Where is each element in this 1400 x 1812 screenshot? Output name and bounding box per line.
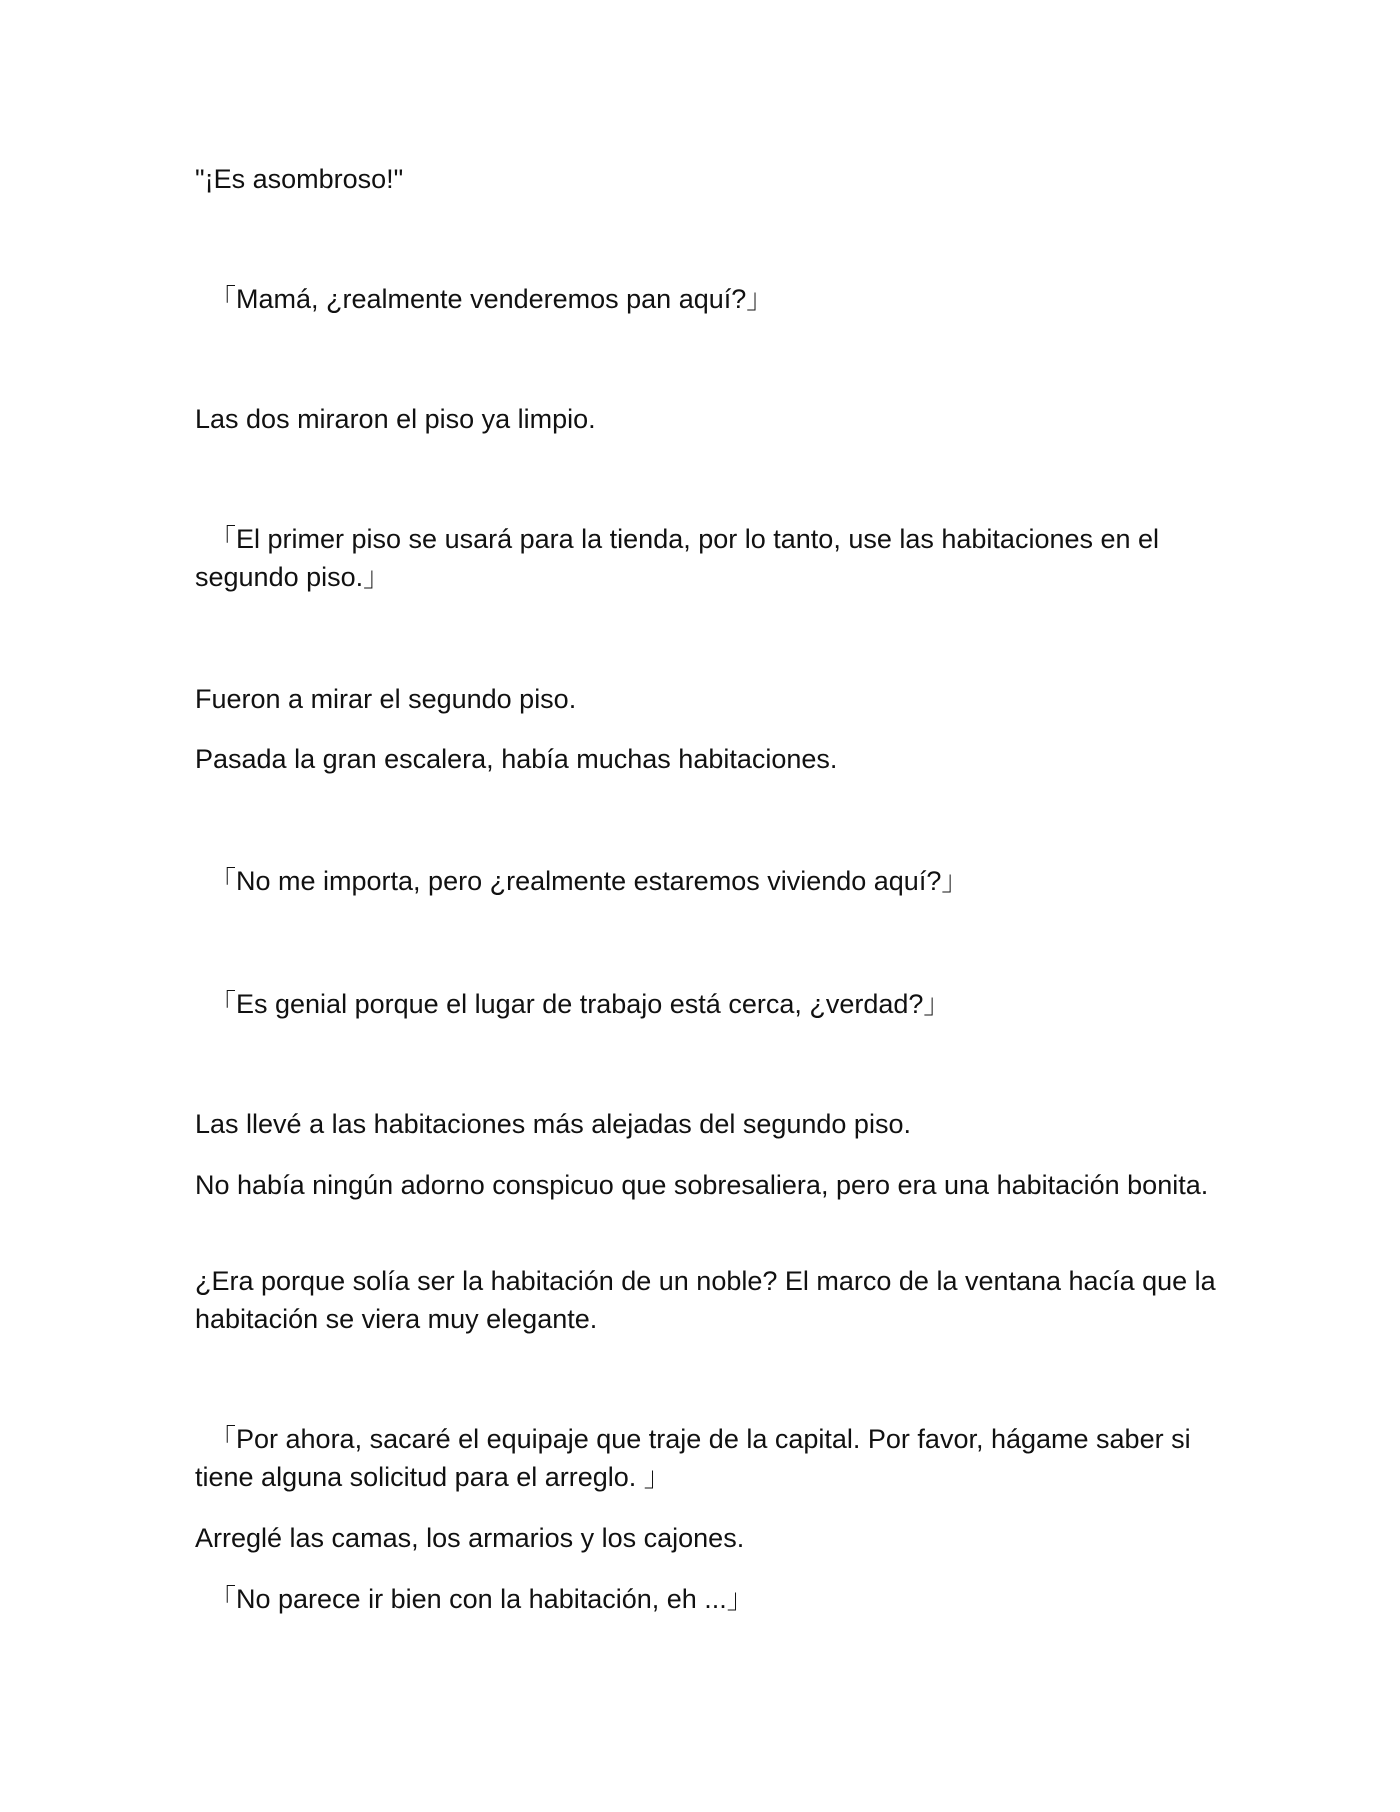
paragraph-dialogue-first-floor: 「El primer piso se usará para la tienda, por lo tanto, use las habitaciones en el segundo piso.」 bbox=[195, 524, 1160, 592]
paragraph-exclamation: "¡Es asombroso!" bbox=[195, 164, 404, 194]
paragraph-narration-pretty-room: No había ningún adorno conspicuo que sobresaliera, pero era una habitación bonita. bbox=[195, 1170, 1209, 1200]
paragraph-narration-noble: ¿Era porque solía ser la habitación de un noble? El marco de la ventana hacía que la habitación se viera muy elegante. bbox=[195, 1266, 1216, 1334]
paragraph-dialogue-doesnt-fit: 「No parece ir bien con la habitación, eh ...」 bbox=[209, 1584, 754, 1614]
paragraph-narration-staircase: Pasada la gran escalera, había muchas habitaciones. bbox=[195, 744, 838, 774]
paragraph-dialogue-bread: 「Mamá, ¿realmente venderemos pan aquí?」 bbox=[209, 284, 774, 314]
paragraph-narration-second-floor: Fueron a mirar el segundo piso. bbox=[195, 684, 577, 714]
paragraph-dialogue-luggage: 「Por ahora, sacaré el equipaje que traje de la capital. Por favor, hágame saber si tiene alguna solicitud para el arreglo. 」 bbox=[195, 1424, 1191, 1492]
paragraph-dialogue-workplace: 「Es genial porque el lugar de trabajo está cerca, ¿verdad?」 bbox=[209, 989, 951, 1019]
paragraph-narration-rooms: Las llevé a las habitaciones más alejadas del segundo piso. bbox=[195, 1109, 911, 1139]
paragraph-dialogue-living: 「No me importa, pero ¿realmente estaremos viviendo aquí?」 bbox=[209, 866, 969, 896]
paragraph-narration-arranged: Arreglé las camas, los armarios y los cajones. bbox=[195, 1523, 745, 1553]
paragraph-narration-floor: Las dos miraron el piso ya limpio. bbox=[195, 404, 596, 434]
